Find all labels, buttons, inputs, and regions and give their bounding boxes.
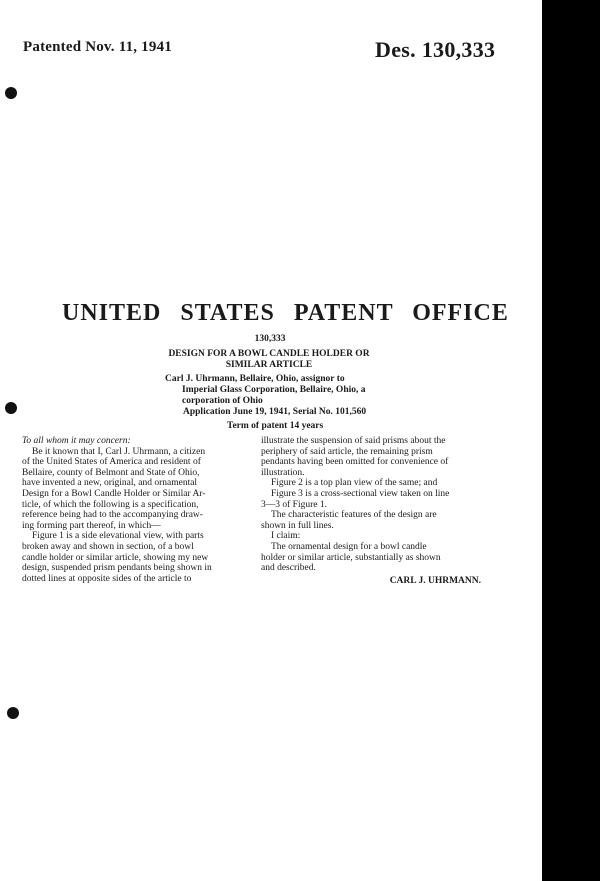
salutation: To all whom it may concern: [22,436,131,446]
inventor-line-1: Carl J. Uhrmann, Bellaire, Ohio, assignor to [165,374,345,384]
paragraph-figure-1: Figure 1 is a side elevational view, with parts broken away and shown in section, of a bowl candle holder or similar article, showing my new design, suspended prism pendants being shown in dotted lines at opposite sides of the article to [22,531,212,584]
design-number: Des. 130,333 [375,37,496,62]
paragraph-figure-1-cont: illustrate the suspension of said prisms about the periphery of said article, the remaining prism pendants having been omitted for convenience of illustration. [261,436,449,478]
design-title-line-2: SIMILAR ARTICLE [225,360,313,370]
scan-edge-bar [542,0,600,881]
paragraph-figure-2: Figure 2 is a top plan view of the same; and [271,478,438,489]
inventor-line-3: corporation of Ohio [182,396,263,406]
claim-text: The ornamental design for a bowl candle holder or similar article, substantially as shown and described. [261,541,441,574]
inventor-block [165,374,390,407]
application-line: Application June 19, 1941, Serial No. 101,560 [183,407,367,417]
punch-hole-bottom [7,707,19,719]
patent-serial: 130,333 [254,334,286,344]
design-title [138,349,400,371]
paragraph-figure-3: Figure 3 is a cross-sectional view taken on line 3—3 of Figure 1. [261,488,450,510]
paragraph-features: The characteristic features of the design are shown in full lines. [261,510,437,531]
design-title-line-1: DESIGN FOR A BOWL CANDLE HOLDER OR [168,349,370,359]
office-title: UNITED STATES PATENT OFFICE [62,300,509,326]
punch-hole-middle [5,402,17,414]
punch-hole-top [5,87,17,99]
text-column-right [261,436,481,586]
patented-date: Patented Nov. 11, 1941 [23,39,172,55]
text-column-left [22,436,256,584]
term-line: Term of patent 14 years [227,421,324,431]
claim-heading: I claim: [271,531,301,542]
inventor-line-2: Imperial Glass Corporation, Bellaire, Ohio, a [182,385,366,395]
paragraph-intro: Be it known that I, Carl J. Uhrmann, a citizen of the United States of America and resident of Bellaire, county of Belmont and State of Ohio, have invented a new, original, and ornamental Design for a Bowl Candle Holder or Similar Ar- ticle, of which the following is a specification, reference being had to the accompanying draw- ing forming part thereof, in which— [22,446,206,531]
inventor-signature: CARL J. UHRMANN. [389,575,481,586]
